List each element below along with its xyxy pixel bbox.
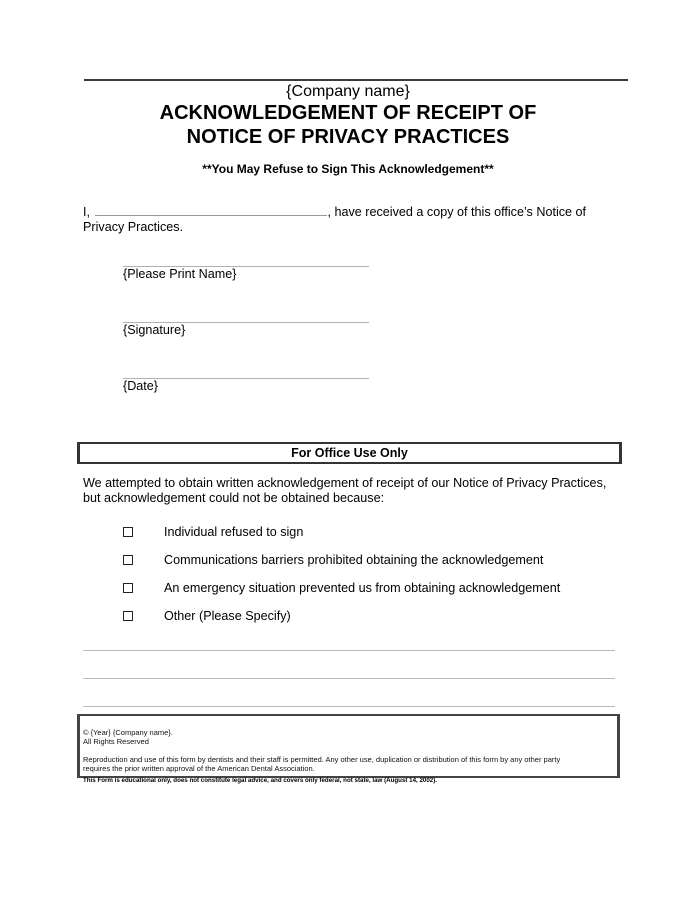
intro-line-1: We attempted to obtain written acknowledgement of receipt of our Notice of Privacy Practices, [83,476,607,490]
option-other[interactable] [123,609,291,623]
reproduction-notice [83,755,560,773]
intro-line-2: but acknowledgement could not be obtained because: [83,490,385,505]
name-blank-field[interactable] [95,204,327,216]
option-label: An emergency situation prevented us from obtaining acknowledgement [164,581,561,595]
date-field[interactable] [123,378,369,379]
specify-line-1[interactable] [83,650,615,651]
company-name: {Company name} [286,83,410,100]
ack-line-2: Privacy Practices. [83,219,184,234]
checkbox-icon[interactable] [123,527,133,537]
title-line-1: ACKNOWLEDGEMENT OF RECEIPT OF [159,102,537,124]
disclaimer: This Form is educational only, does not constitute legal advice, and covers only federal, not state, law (August 14, 2002). [83,777,438,784]
checkbox-icon[interactable] [123,555,133,565]
document-title [0,101,696,149]
checkbox-icon[interactable] [123,611,133,621]
ack-prefix: I, [83,205,90,219]
option-label: Communications barriers prohibited obtaining the acknowledgement [164,553,544,567]
signature-label: {Signature} [123,323,186,337]
office-use-heading: For Office Use Only [77,442,622,464]
rights-text: All Rights Reserved [83,737,149,746]
print-name-label: {Please Print Name} [123,267,237,281]
repro-line-1: Reproduction and use of this form by dentists and their staff is permitted. Any other use, duplication or distribution of this form by any other party [83,755,561,764]
option-communication-barriers[interactable] [123,553,543,567]
date-label: {Date} [123,379,159,393]
copyright-block [83,728,173,746]
title-line-2: NOTICE OF PRIVACY PRACTICES [186,126,510,148]
ack-suffix: , have received a copy of this office’s Notice of [327,205,587,219]
acknowledgement-statement [83,204,603,234]
option-refused[interactable] [123,525,303,539]
office-use-intro [83,476,613,505]
specify-line-3[interactable] [83,706,615,707]
specify-line-2[interactable] [83,678,615,679]
option-label: Individual refused to sign [164,525,304,539]
copyright-text: © {Year} {Company name}. [83,728,173,737]
checkbox-icon[interactable] [123,583,133,593]
top-divider [84,79,628,81]
option-label: Other (Please Specify) [164,609,291,623]
repro-line-2: requires the prior written approval of the American Dental Association. [83,764,315,773]
option-emergency[interactable] [123,581,560,595]
refuse-notice: **You May Refuse to Sign This Acknowledgement** [202,162,494,176]
